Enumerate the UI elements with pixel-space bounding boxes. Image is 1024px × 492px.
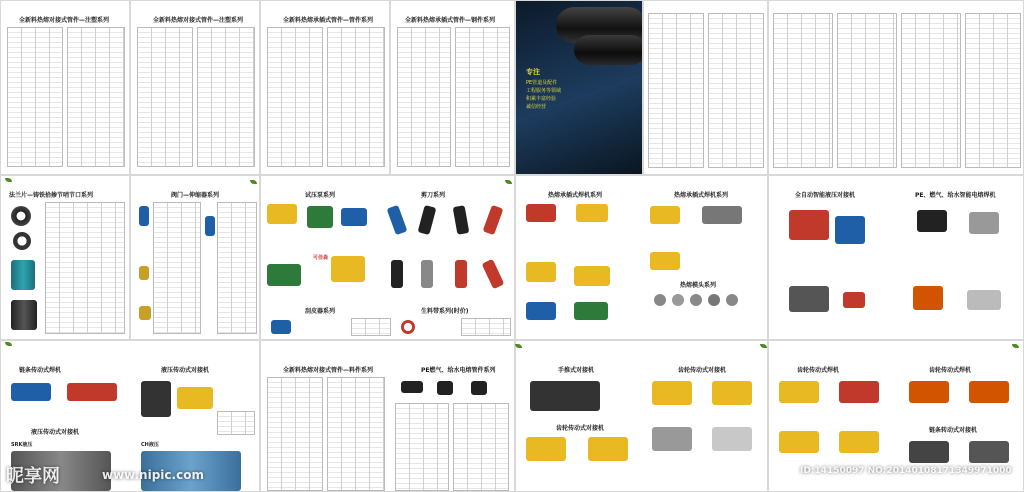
section-title: 链条传动式焊机 [19, 367, 62, 374]
machine-image [839, 381, 879, 403]
spec-table [351, 318, 391, 336]
machine-image [712, 381, 752, 405]
flange-image [13, 232, 31, 250]
fitting-image [437, 381, 453, 395]
valve-image [139, 266, 149, 280]
leaf-decoration [5, 178, 12, 182]
model-label: CH液压 [141, 442, 159, 448]
machine-image [779, 431, 819, 453]
section-title: 生料带系列(时价) [421, 308, 469, 315]
machine-image [526, 437, 566, 461]
spec-table [45, 202, 125, 334]
scraper-image [271, 320, 291, 334]
machine-image [789, 210, 829, 240]
leaf-decoration [5, 342, 12, 346]
cutter-image [421, 260, 433, 288]
mold-image [672, 294, 684, 306]
promo-page [515, 0, 643, 175]
machine-image [969, 441, 1009, 463]
machine-image [909, 381, 949, 403]
page-title: 全新料热熔承插式管件—管件系列 [283, 17, 374, 24]
section-title: 齿轮传动式对接机 [556, 425, 605, 432]
promo-line: 积累丰富经验 [526, 96, 557, 102]
catalog-page-fittings-pe-gas [260, 340, 515, 492]
catalog-page-socket-fittings [260, 0, 390, 175]
section-title: 齿轮传动式焊机 [797, 367, 840, 374]
spec-table [217, 411, 255, 435]
section-title: 手推式对接机 [558, 367, 595, 374]
spec-table [453, 403, 509, 491]
spec-table [648, 13, 704, 168]
section-title: 液压传动式对接机 [161, 367, 210, 374]
fitting-image [401, 381, 423, 393]
valve-image [139, 206, 149, 226]
section-title: 试压泵系列 [305, 192, 336, 199]
catalog-page-valve [130, 175, 260, 340]
watermark-id: ID:14150097 NO:20140108171349971000 [800, 466, 1012, 476]
machine-image [177, 387, 213, 409]
spec-table [965, 13, 1021, 168]
leaf-decoration [505, 180, 512, 184]
pipe-image [574, 35, 643, 65]
valve-image [139, 306, 151, 320]
machine-image [652, 427, 692, 451]
cutter-image [483, 205, 504, 235]
machine-image [839, 431, 879, 453]
machine-image [526, 302, 556, 320]
spec-table [708, 13, 764, 168]
section-title: 热熔承插式焊机系列 [674, 192, 729, 199]
machine-image [917, 210, 947, 232]
spec-table [395, 403, 449, 491]
catalog-page-hydraulic-electrofusion [768, 175, 1024, 340]
section-title: 热熔模头系列 [680, 282, 717, 289]
spec-table [137, 27, 193, 167]
valve-image [205, 216, 215, 236]
pump-image [267, 204, 297, 224]
cutter-image [391, 260, 403, 288]
mold-image [726, 294, 738, 306]
section-title: 链条转动式对接机 [929, 427, 978, 434]
spec-table [461, 318, 511, 336]
machine-image [779, 381, 819, 403]
tape-image [401, 320, 415, 334]
spec-table [197, 27, 255, 167]
mold-image [654, 294, 666, 306]
section-title: 液压传动式对接机 [31, 429, 80, 436]
section-title: 热熔承插式焊机系列 [548, 192, 603, 199]
spec-table [217, 202, 257, 334]
page-title: 全新料热熔对接式管件—注塑系列 [19, 17, 110, 24]
machine-image [526, 204, 556, 222]
spec-table [267, 27, 323, 167]
catalog-page-socket-machine [515, 175, 768, 340]
catalog-page-spec-table [768, 0, 1024, 175]
cutter-image [453, 205, 470, 235]
section-title: PE燃气、给水电熔管件系列 [421, 367, 496, 374]
machine-image [650, 252, 680, 270]
promo-heading: 专注 [526, 68, 540, 76]
spec-table [67, 27, 125, 167]
coupling-image [11, 300, 37, 330]
model-label: SRK液压 [11, 442, 33, 448]
section-title: 剪刀系列 [421, 192, 446, 199]
leaf-decoration [760, 344, 767, 348]
spec-table [397, 27, 451, 167]
catalog-page-steel-fittings [390, 0, 515, 175]
machine-image [712, 427, 752, 451]
pump-image [267, 264, 301, 286]
promo-line: 工程服务等领域 [526, 88, 562, 94]
spec-table [837, 13, 897, 168]
spec-table [773, 13, 833, 168]
machine-image [574, 266, 610, 286]
section-title: 齿轮传动式焊机 [929, 367, 972, 374]
fitting-image [471, 381, 487, 395]
machine-image [526, 262, 556, 282]
machine-image [967, 290, 1001, 310]
spec-table [267, 377, 323, 491]
machine-image [909, 441, 949, 463]
machine-image [67, 383, 117, 401]
spec-table [327, 27, 385, 167]
mold-image [708, 294, 720, 306]
pump-image [341, 208, 367, 226]
spec-table [153, 202, 201, 334]
section-title: PE、燃气、给水智能电熔焊机 [915, 192, 996, 199]
pump-image [307, 206, 333, 228]
section-title: 全自动智能液压对接机 [795, 192, 856, 199]
machine-image [789, 286, 829, 312]
spec-table [7, 27, 63, 167]
machine-image [141, 381, 171, 417]
leaf-decoration [1012, 344, 1019, 348]
machine-image [11, 383, 51, 401]
machine-image [913, 286, 943, 310]
catalog-page-flange [0, 175, 130, 340]
cutter-image [387, 205, 408, 235]
promo-line: 诚信经营 [526, 104, 547, 110]
spec-table [901, 13, 961, 168]
coupling-image [11, 260, 35, 290]
catalog-page-spec-table [643, 0, 768, 175]
machine-image [843, 292, 865, 308]
cutter-image [418, 205, 437, 235]
machine-image [835, 216, 865, 244]
watermark-url: www.nipic.com [102, 468, 204, 482]
pump-image [331, 256, 365, 282]
catalog-page-manual-gear [515, 340, 768, 492]
machine-image [574, 302, 608, 320]
catalog-page-fittings-injection-1 [0, 0, 130, 175]
section-title: 全新料热熔对接式管件—料件系列 [283, 367, 374, 374]
section-title: 刮皮器系列 [305, 308, 336, 315]
machine-image [652, 381, 692, 405]
spec-table [455, 27, 510, 167]
leaf-decoration [515, 344, 522, 348]
cutter-image [455, 260, 467, 288]
page-title: 全新料热熔对接式管件—注塑系列 [153, 17, 244, 24]
machine-image [969, 212, 999, 234]
catalog-page-fittings-injection-2 [130, 0, 260, 175]
machine-image [702, 206, 742, 224]
leaf-decoration [250, 180, 257, 184]
machine-image [650, 206, 680, 224]
catalog-page-pump-cutter [260, 175, 515, 340]
machine-image [588, 437, 628, 461]
watermark-brand: 昵享网 [6, 466, 60, 487]
brand-label: 可佳森 [313, 255, 329, 261]
promo-line: PE管道及配件 [526, 80, 558, 86]
cutter-image [482, 259, 505, 289]
machine-image [530, 381, 600, 411]
page-title: 全新料热熔承插式管件—钢件系列 [405, 17, 496, 24]
spec-table [327, 377, 385, 491]
section-title: 阀门—伸缩器系列 [171, 192, 220, 199]
machine-image [576, 204, 608, 222]
mold-image [690, 294, 702, 306]
flange-image [11, 206, 31, 226]
section-title: 法兰片—铸铁拾掺节哨节口系列 [9, 192, 94, 199]
machine-image [969, 381, 1009, 403]
section-title: 齿轮传动式对接机 [678, 367, 727, 374]
